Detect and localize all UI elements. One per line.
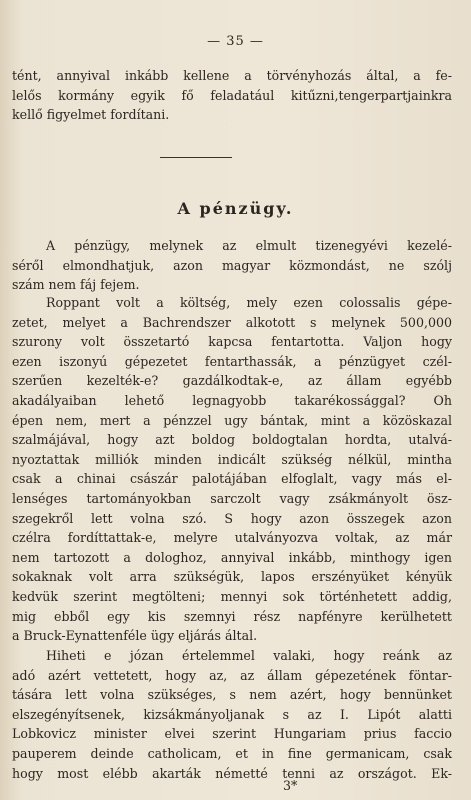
text-line: séről elmondhatjuk, azon magyar közmondást, ne szólj [12,257,452,273]
paragraph-1 [12,236,452,295]
text-line: tént, annyival inkább kellene a törvényhozás által, a fe- [12,68,452,83]
text-line: ezen iszonyú gépezetet fentarthassák, a pénzügyet czél- [12,353,452,369]
text-line: A pénzügy, melynek az elmult tizenegyévi kezelé- [46,238,452,253]
text-line: szám nem fáj fejem. [12,277,140,293]
text-line: kedvük szerint megtölteni; mennyi sok történhetett addig, [12,588,452,604]
text-line: hogy most elébb akarták németté tenni az országot. Ek- [12,765,452,781]
paragraph-3 [12,646,452,783]
paragraph-2 [12,293,452,646]
text-line: lenséges tartományokban sarczolt vagy zsákmányolt ösz- [12,490,452,506]
text-line: szerűen kezelték-e? gazdálkodtak-e, az állam egyébb [12,373,452,389]
text-line: sokaknak volt arra szükségük, lapos erszényüket kényük [12,569,452,585]
text-line: pauperem deinde catholicam, et in fine germanicam, csak [12,745,452,761]
text-line: Hiheti e józan értelemmel valaki, hogy reánk az [46,648,452,663]
text-line: a Bruck-Eynattenféle ügy eljárás által. [12,628,258,644]
section-heading: A pénzügy. [177,199,294,218]
text-line: nem tartozott a dologhoz, annyival inkább, minthogy igen [12,549,452,565]
text-line: nyoztattak milliók minden indicált szükség nélkül, mintha [12,451,452,467]
text-line: szalmájával, hogy azt boldog boldogtalan hordta, utalvá- [12,432,452,448]
text-line: csak a chinai császár palotájában elfoglalt, vagy más el- [12,471,452,487]
text-line: épen nem, mert a pénzzel ugy bántak, mint a közöskazal [12,412,452,428]
section-divider [160,157,232,158]
text-line: tására lett volna szükséges, s nem azért, hogy bennünket [12,687,452,703]
text-line: lelős kormány egyik fő feladatául kitűzni,tengerpartjainkra [12,87,452,103]
signature-mark: 3* [283,778,298,793]
text-line: adó azért vettetett, hogy az, az állam gépezetének föntar- [12,667,452,683]
text-line: czélra fordíttattak-e, melyre utalványozva voltak, az már [12,530,452,546]
text-line: szegekről lett volna szó. S hogy azon összegek azon [12,510,452,526]
text-line: mig ebből egy kis szemnyi rész napfényre kerülhetett [12,608,452,624]
text-line: akadályaiban lehető legnagyobb takarékossággal? Oh [12,392,452,408]
text-line: Lobkovicz minister elvei szerint Hungariam prius faccio [12,726,452,742]
text-line: zetet, melyet a Bachrendszer alkotott s melynek 500,000 [12,314,452,330]
text-line: kellő figyelmet fordítani. [12,107,170,123]
page-number: — 35 — [207,34,264,49]
text-line: Roppant volt a költség, mely ezen colossalis gépe- [46,295,452,310]
closing-paragraph [12,66,452,125]
text-line: elszegényítsenek, kizsákmányoljanak s az I. Lipót alatti [12,706,452,722]
text-line: szurony volt összetartó kapcsa fentartotta. Valjon hogy [12,334,452,350]
